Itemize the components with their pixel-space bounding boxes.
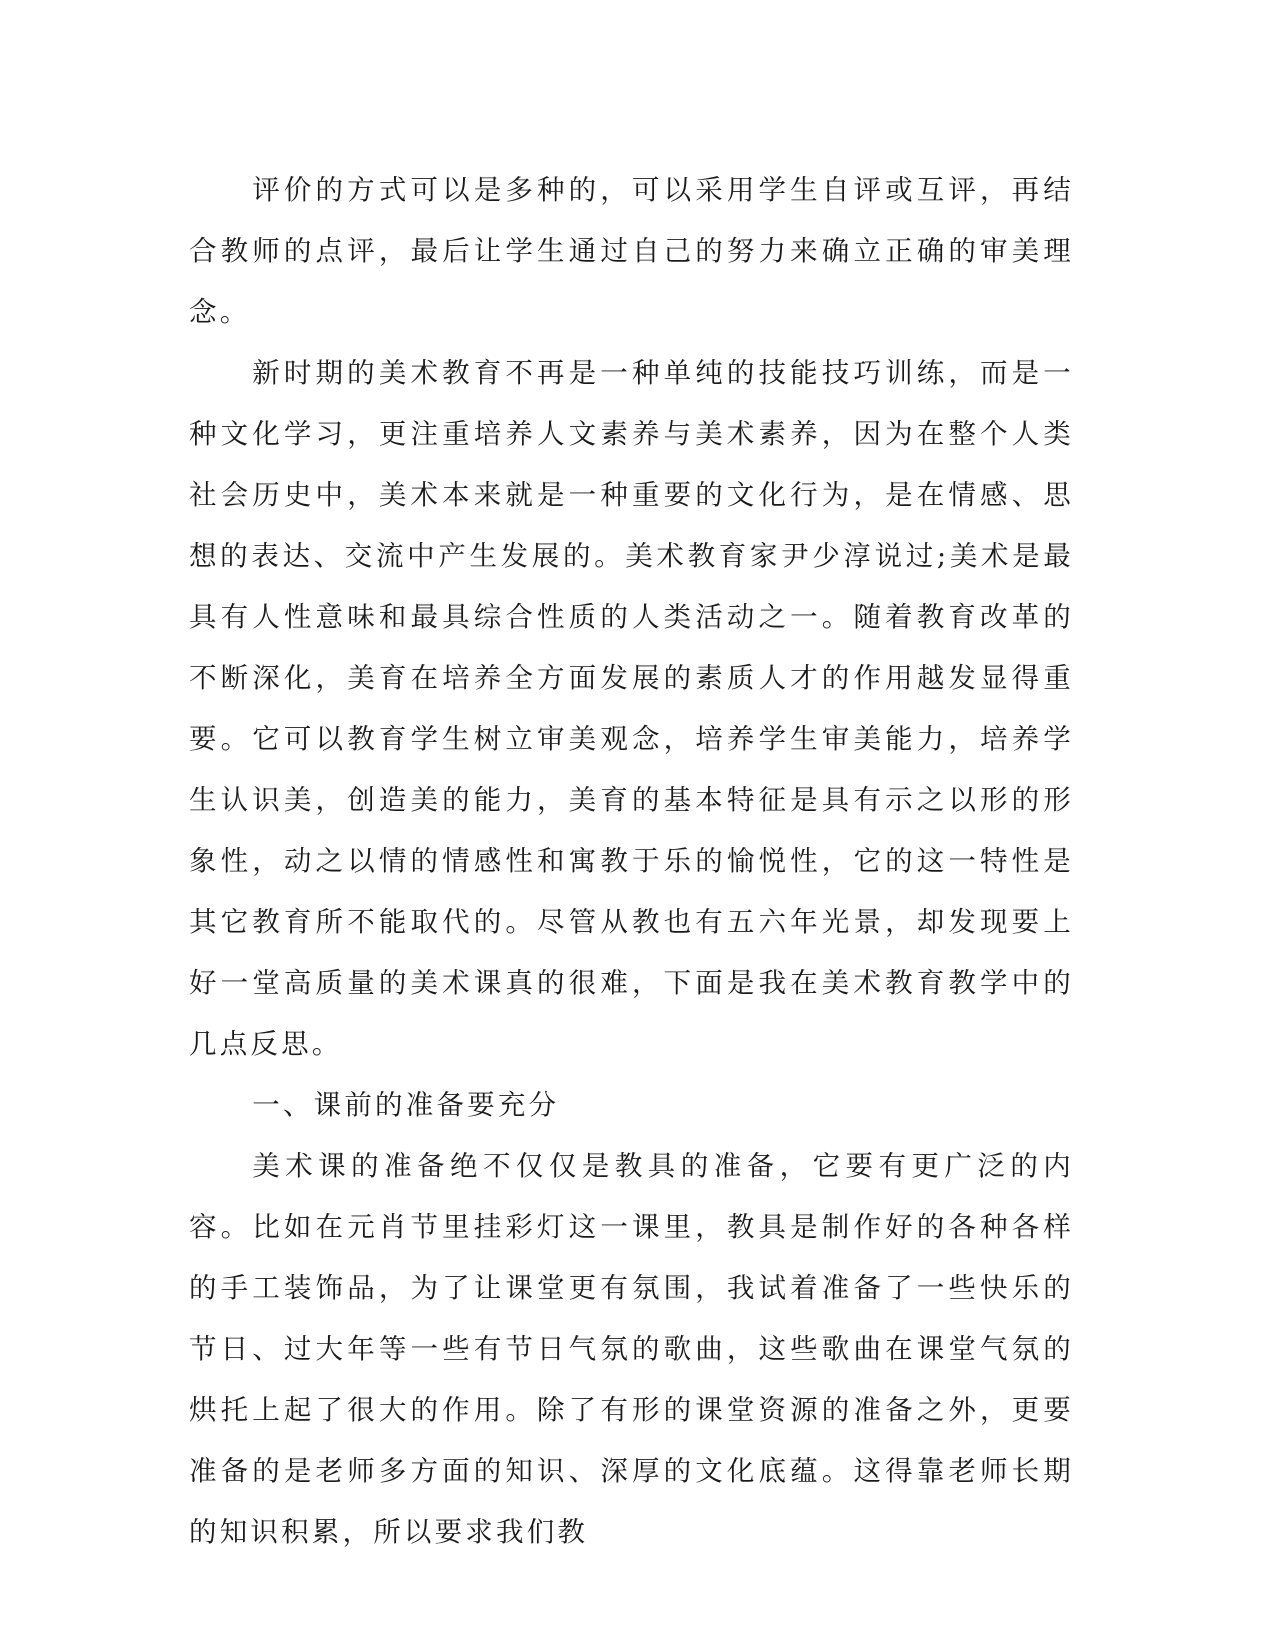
section-heading-preparation: 一、课前的准备要充分 <box>252 1089 560 1121</box>
paragraph-evaluation-methods: 评价的方式可以是多种的，可以采用学生自评或互评，再结合教师的点评，最后让学生通过自己的努力来确立正确的审美理念。 <box>189 174 1074 328</box>
document-body <box>189 160 1074 1563</box>
paragraph-art-education: 新时期的美术教育不再是一种单纯的技能技巧训练，而是一种文化学习，更注重培养人文素养与美术素养，因为在整个人类社会历史中，美术本来就是一种重要的文化行为，是在情感、思想的表达、交流中产生发展的。美术教育家尹少淳说过;美术是最具有人性意味和最具综合性质的人类活动之一。随着教育改革的不断深化，美育在培养全方面发展的素质人才的作用越发显得重要。它可以教育学生树立审美观念，培养学生审美能力，培养学生认识美，创造美的能力，美育的基本特征是具有示之以形的形象性，动之以情的情感性和寓教于乐的愉悦性，它的这一特性是其它教育所不能取代的。尽管从教也有五六年光景，却发现要上好一堂高质量的美术课真的很难，下面是我在美术教育教学中的几点反思。 <box>189 357 1074 1060</box>
paragraph-class-preparation: 美术课的准备绝不仅仅是教具的准备，它要有更广泛的内容。比如在元肖节里挂彩灯这一课里，教具是制作好的各种各样的手工装饰品，为了让课堂更有氛围，我试着准备了一些快乐的节日、过大年等一些有节日气氛的歌曲，这些歌曲在课堂气氛的烘托上起了很大的作用。除了有形的课堂资源的准备之外，更要准备的是老师多方面的知识、深厚的文化底蕴。这得靠老师长期的知识积累，所以要求我们教 <box>189 1150 1074 1548</box>
